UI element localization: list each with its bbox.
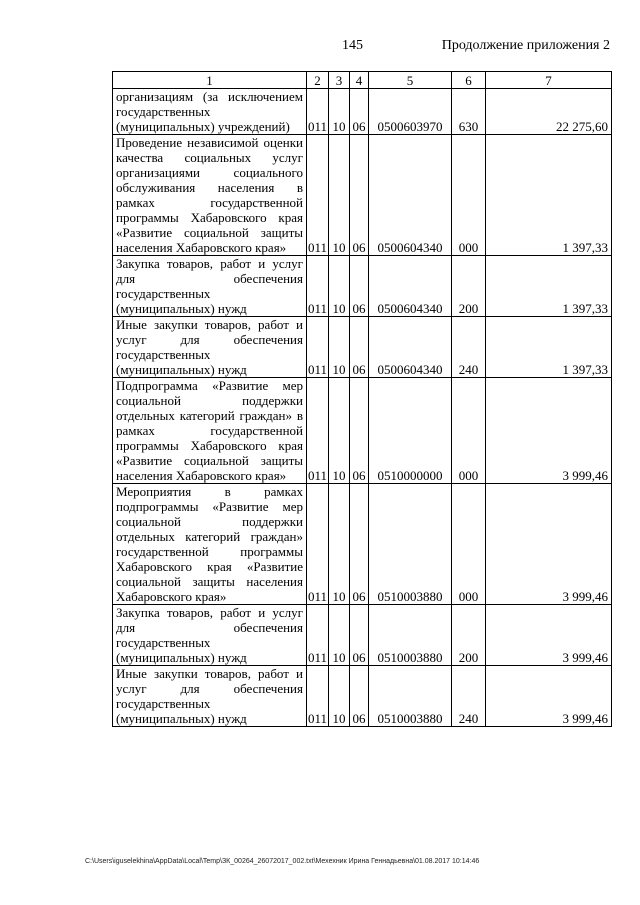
amount: 3 999,46: [486, 666, 612, 727]
amount: 1 397,33: [486, 135, 612, 256]
column-header: 1: [113, 72, 307, 89]
amount: 22 275,60: [486, 89, 612, 135]
continuation-label: Продолжение приложения 2: [441, 38, 610, 53]
code-section: 10: [329, 605, 350, 666]
amount: 3 999,46: [486, 484, 612, 605]
column-header: 2: [307, 72, 329, 89]
row-description: Проведение независимой оценки качества социальных услуг организациями социального обслуживания населения в рамках государственной программы Хабаровского края «Развитие социальной защиты населения Хабаровского края»: [113, 135, 307, 256]
code-expense-type: 000: [452, 378, 486, 484]
column-header: 5: [369, 72, 452, 89]
column-header: 7: [486, 72, 612, 89]
table-row: [113, 605, 612, 666]
code-ministry: 011: [307, 256, 329, 317]
row-description: Иные закупки товаров, работ и услуг для обеспечения государственных (муниципальных) нужд: [113, 666, 307, 727]
code-target: 0510003880: [369, 484, 452, 605]
row-description: Иные закупки товаров, работ и услуг для обеспечения государственных (муниципальных) нужд: [113, 317, 307, 378]
row-description: Подпрограмма «Развитие мер социальной поддержки отдельных категорий граждан» в рамках государственной программы Хабаровского края «Развитие социальной защиты населения Хабаровского края»: [113, 378, 307, 484]
code-expense-type: 630: [452, 89, 486, 135]
code-subsection: 06: [350, 666, 369, 727]
code-expense-type: 200: [452, 605, 486, 666]
code-subsection: 06: [350, 135, 369, 256]
code-section: 10: [329, 89, 350, 135]
code-target: 0500604340: [369, 256, 452, 317]
code-target: 0510003880: [369, 666, 452, 727]
code-ministry: 011: [307, 605, 329, 666]
code-expense-type: 200: [452, 256, 486, 317]
code-subsection: 06: [350, 378, 369, 484]
code-expense-type: 240: [452, 317, 486, 378]
table-row: [113, 484, 612, 605]
column-header: 6: [452, 72, 486, 89]
code-ministry: 011: [307, 484, 329, 605]
amount: 3 999,46: [486, 378, 612, 484]
code-target: 0500603970: [369, 89, 452, 135]
row-description: организациям (за исключением государственных (муниципальных) учреждений): [113, 89, 307, 135]
code-section: 10: [329, 317, 350, 378]
code-section: 10: [329, 256, 350, 317]
row-description: Мероприятия в рамках подпрограммы «Развитие мер социальной поддержки отдельных категорий граждан» государственной программы Хабаровского края «Развитие социальной защиты населения Хабаровского края»: [113, 484, 307, 605]
file-path-footer: C:\Users\iguselekhina\AppData\Local\Temp\ЗК_00264_26072017_002.txt\Мехехник Ирина Геннадьевна\01.08.2017 10:14:46: [85, 858, 480, 865]
table-row: [113, 317, 612, 378]
code-ministry: 011: [307, 135, 329, 256]
table-row: [113, 135, 612, 256]
column-header: 4: [350, 72, 369, 89]
code-section: 10: [329, 135, 350, 256]
column-header: 3: [329, 72, 350, 89]
table-row: [113, 378, 612, 484]
row-description: Закупка товаров, работ и услуг для обеспечения государственных (муниципальных) нужд: [113, 605, 307, 666]
code-section: 10: [329, 484, 350, 605]
code-expense-type: 000: [452, 484, 486, 605]
code-subsection: 06: [350, 605, 369, 666]
table-row: [113, 89, 612, 135]
table-header-row: [113, 72, 612, 89]
code-subsection: 06: [350, 484, 369, 605]
code-ministry: 011: [307, 666, 329, 727]
code-subsection: 06: [350, 256, 369, 317]
amount: 1 397,33: [486, 256, 612, 317]
code-target: 0500604340: [369, 317, 452, 378]
code-expense-type: 000: [452, 135, 486, 256]
code-section: 10: [329, 378, 350, 484]
code-section: 10: [329, 666, 350, 727]
page-number: 145: [342, 38, 363, 53]
code-target: 0510000000: [369, 378, 452, 484]
amount: 1 397,33: [486, 317, 612, 378]
code-ministry: 011: [307, 317, 329, 378]
table-row: [113, 666, 612, 727]
code-target: 0510003880: [369, 605, 452, 666]
amount: 3 999,46: [486, 605, 612, 666]
row-description: Закупка товаров, работ и услуг для обеспечения государственных (муниципальных) нужд: [113, 256, 307, 317]
code-expense-type: 240: [452, 666, 486, 727]
table-row: [113, 256, 612, 317]
code-target: 0500604340: [369, 135, 452, 256]
budget-table: [112, 71, 612, 727]
code-subsection: 06: [350, 317, 369, 378]
code-ministry: 011: [307, 378, 329, 484]
code-subsection: 06: [350, 89, 369, 135]
code-ministry: 011: [307, 89, 329, 135]
